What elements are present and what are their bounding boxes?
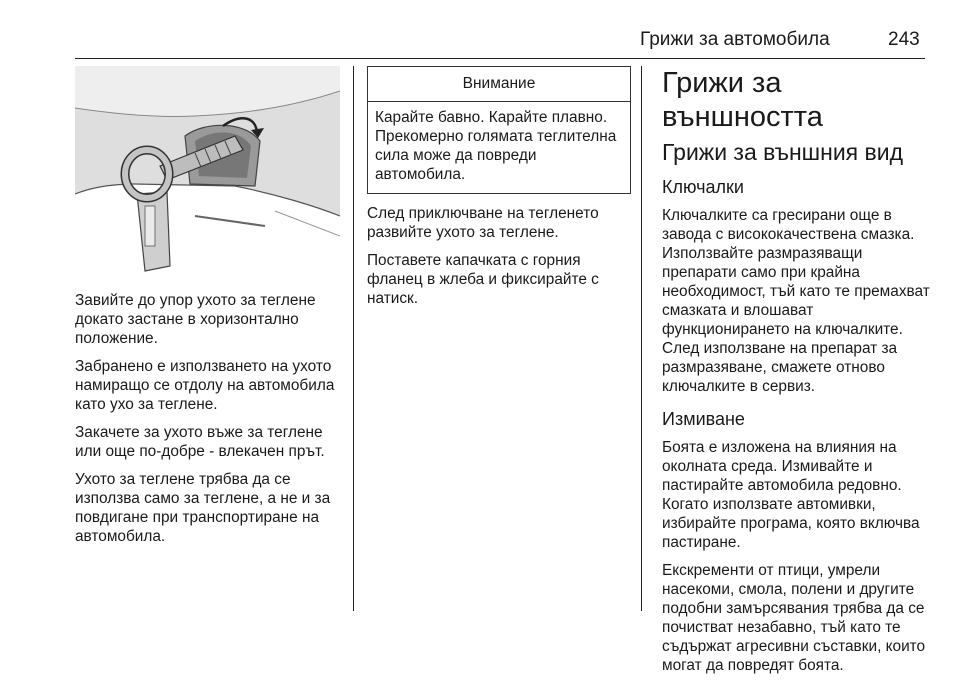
paragraph: Ухото за теглене трябва да се използва само за теглене, а не и за повдигане при транспортиране на автомобила. [75, 471, 331, 545]
column-divider-2 [641, 66, 642, 611]
column-1 [75, 291, 345, 555]
paragraph: Боята е изложена на влияния на околната среда. Измивайте и пастирайте автомобила редовно. Когато използвате автомивки, избирайте програма, която включва пастиране. [662, 439, 920, 551]
paragraph: Екскременти от птици, умрели насекоми, смола, полени и другите подобни замърсявания трябва да се почистват незабавно, тъй като те съдържат агресивни съставки, които могат да повредят боята. [662, 562, 926, 674]
paragraph: Поставете капачката с горния фланец в жлеба и фиксирайте с натиск. [367, 252, 599, 307]
subsection-heading: Грижи за външния вид [662, 139, 904, 165]
section-heading: Грижи за външността [662, 67, 823, 133]
page-header-title: Грижи за автомобила [640, 29, 830, 50]
tow-eye-illustration [75, 66, 340, 278]
paragraph: След приключване на тегленето развийте ухото за теглене. [367, 205, 599, 241]
warning-text: Карайте бавно. Карайте плавно. Прекомерно голямата теглителна сила може да повреди автомобила. [375, 109, 617, 183]
topic-heading-washing: Измиване [662, 409, 745, 429]
topic-heading-locks: Ключалки [662, 177, 744, 197]
column-divider-1 [353, 66, 354, 611]
page-number: 243 [888, 29, 920, 50]
paragraph: Закачете за ухото въже за теглене или още по-добре - влекачен прът. [75, 424, 325, 460]
warning-title: Внимание [368, 67, 630, 102]
header-divider [75, 58, 925, 59]
column-3 [662, 66, 930, 684]
warning-box [367, 66, 631, 194]
paragraph: Ключалките са гресирани още в завода с висококачествена смазка. Използвайте размразяващи препарати само при крайна необходимост, тъй като те премахват смазката и влошават функционирането на ключалките. След използване на препарат за размразяване, смажете отново ключалките в сервиз. [662, 207, 930, 395]
column-2 [367, 204, 635, 317]
paragraph: Забранено е използването на ухото намиращо се отдолу на автомобила като ухо за теглене. [75, 358, 335, 413]
paragraph: Завийте до упор ухото за теглене докато застане в хоризонтално положение. [75, 292, 316, 347]
